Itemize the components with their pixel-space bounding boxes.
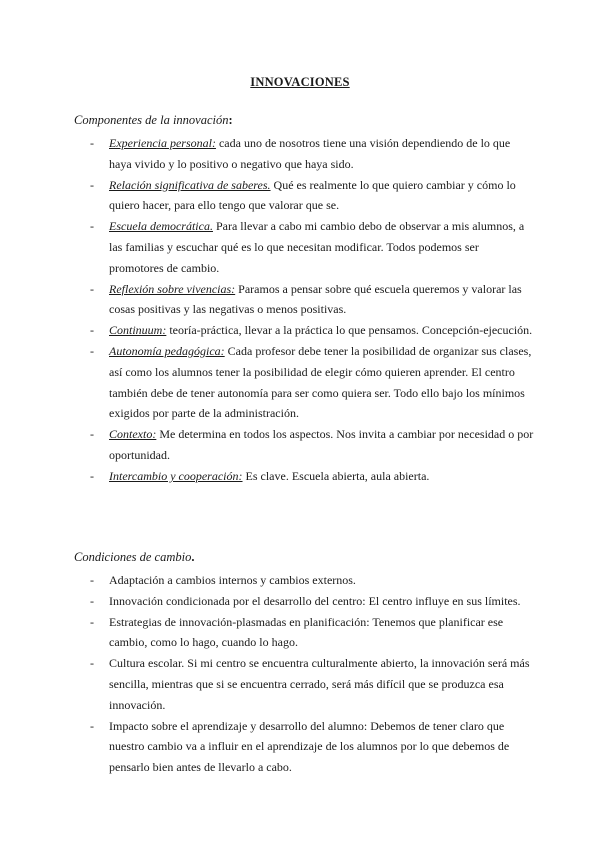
bullet-dash: - [90,573,94,587]
section-heading-punct: . [191,550,195,564]
item-text: Estrategias de innovación-plasmadas en planificación: Tenemos que planificar ese cambio, como lo hago, cuando lo hago. [109,614,504,650]
item-text: Es clave. Escuela abierta, aula abierta. [242,468,430,483]
section-heading-componentes [74,113,233,128]
list-item [74,653,534,715]
section-heading-text: Componentes de la innovación [74,113,229,127]
item-text: Para llevar a cabo mi cambio debo de observar a mis alumnos, a las familias y escuchar qué es lo que necesitan modificar. Todos podemos ser promotores de cambio. [109,219,525,275]
bullet-dash: - [90,468,94,483]
list-item [74,320,534,341]
item-text: Cultura escolar. Si mi centro se encuentra culturalmente abierto, la innovación será más sencilla, mientras que si se encuentra cerrado, será más difícil que se produzca esa innovación. [109,656,530,712]
list-item [74,716,534,778]
item-term: Escuela democrática. [109,219,213,234]
list-item [74,466,534,487]
item-text: Adaptación a cambios internos y cambios externos. [109,573,356,587]
bullet-dash: - [90,427,94,442]
list-item [74,133,534,175]
list-item [74,591,534,612]
list-item [74,612,534,654]
item-term: Continuum: [109,323,167,338]
bullet-dash: - [90,177,94,192]
list-item [74,279,534,321]
item-term: Autonomía pedagógica: [109,343,225,358]
document-title: INNOVACIONES [250,75,350,89]
list-item [74,341,534,424]
item-text: cada uno de nosotros tiene una visión dependiendo de lo que haya vivido y lo positivo o negativo que haya sido. [109,136,511,171]
bullet-dash: - [90,656,94,671]
item-text: Me determina en todos los aspectos. Nos invita a cambiar por necesidad o por oportunidad. [109,427,534,462]
bullet-dash: - [90,281,94,296]
item-term: Contexto: [109,427,157,442]
item-term: Experiencia personal: [109,136,216,150]
item-text: Innovación condicionada por el desarrollo del centro: El centro influye en sus límites. [109,593,521,608]
list-item [74,424,534,466]
item-text: teoría-práctica, llevar a la práctica lo que pensamos. Concepción-ejecución. [166,323,533,338]
bullet-dash: - [90,323,94,338]
bullet-dash: - [90,136,94,150]
item-text: Cada profesor debe tener la posibilidad de organizar sus clases, así como los alumnos tener la posibilidad de elegir cómo quieren aprender. El centro también debe de tener autonomía para ser como quiera ser. Todo ello bajo los mínimos exigidos por parte de la administración. [109,343,532,421]
componentes-list [74,133,534,487]
section-heading-condiciones [74,550,194,565]
item-term: Relación significativa de saberes. [109,177,271,192]
list-item [74,175,534,217]
bullet-dash: - [90,343,94,358]
item-text: Qué es realmente lo que quiero cambiar y cómo lo quiero hacer, para ello tengo que valorar que se. [109,177,516,213]
list-item [74,570,534,591]
item-term: Intercambio y cooperación: [109,468,243,483]
section-heading-text: Condiciones de cambio [74,550,192,564]
bullet-dash: - [90,593,94,608]
item-term: Reflexión sobre vivencias: [109,281,236,296]
bullet-dash: - [90,614,94,629]
item-text: Paramos a pensar sobre qué escuela queremos y valorar las cosas positivas y las negativas o menos positivas. [109,281,522,317]
item-text: Impacto sobre el aprendizaje y desarrollo del alumno: Debemos de tener claro que nuestro cambio va a influir en el aprendizaje de los alumnos por lo que debemos de pensarlo bien antes de llevarlo a cabo. [109,718,510,775]
bullet-dash: - [90,219,94,234]
bullet-dash: - [90,718,94,733]
list-item [74,216,534,278]
section-heading-punct: : [228,113,233,127]
condiciones-list [74,570,534,778]
